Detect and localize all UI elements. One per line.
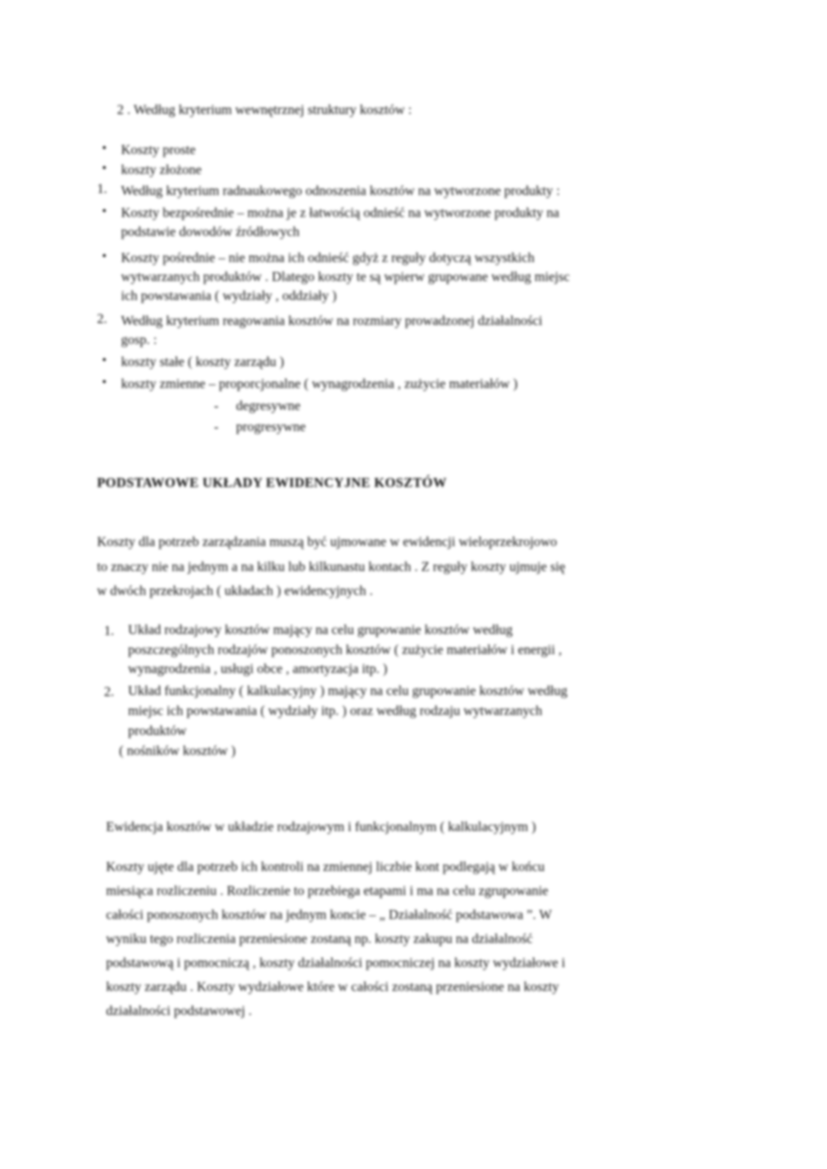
paragraph-line: Koszty dla potrzeb zarządzania muszą być ujmowane w ewidencji wieloprzekrojowo (97, 534, 557, 549)
list-marker: • (102, 248, 107, 263)
list-marker: • (102, 352, 107, 367)
list-marker: • (102, 374, 107, 389)
list-item-cont: gosp. : (121, 332, 158, 347)
sub-item: degresywne (236, 398, 301, 413)
list-item: Według kryterium radnaukowego odnoszenia kosztów na wytworzone produkty : (121, 183, 561, 198)
list-marker: • (102, 140, 107, 155)
list-marker: 1. (97, 181, 108, 196)
list-item: Układ funkcjonalny ( kalkulacyjny ) mający na celu grupowanie kosztów według (128, 683, 568, 698)
paragraph-line: podstawową i pomocniczą , koszty działalności pomocniczej na koszty wydziałowe i (106, 955, 566, 970)
section-title: 2 . Według kryterium wewnętrznej struktury kosztów : (117, 102, 412, 117)
sub-item: progresywne (236, 419, 306, 434)
list-marker: • (102, 160, 107, 175)
section-heading: PODSTAWOWE UKŁADY EWIDENCYJNE KOSZTÓW (97, 475, 447, 490)
list-item: Koszty proste (121, 142, 196, 157)
list-marker: 1. (104, 623, 115, 638)
list-item: koszty złożone (121, 162, 202, 177)
list-item-cont: miejsc ich powstawania ( wydziały itp. ) oraz według rodzaju wytwarzanych (128, 703, 543, 718)
sub-dash: - (214, 419, 219, 434)
list-item: Według kryterium reagowania kosztów na rozmiary prowadzonej działalności (121, 313, 543, 328)
paragraph-line: Koszty ujęte dla potrzeb ich kontroli na zmiennej liczbie kont podlegają w końcu (106, 859, 545, 874)
list-marker: 2. (104, 684, 115, 699)
list-item: koszty zmienne – proporcjonalne ( wynagrodzenia , zużycie materiałów ) (121, 376, 518, 391)
list-item-cont: poszczególnych rodzajów ponoszonych kosztów ( zużycie materiałów i energii , (128, 642, 562, 657)
section-title: Ewidencja kosztów w układzie rodzajowym i funkcjonalnym ( kalkulacyjnym ) (106, 819, 537, 834)
list-item-cont: podstawie dowodów źródłowych (121, 224, 300, 239)
paragraph-line: miesiąca rozliczeniu . Rozliczenie to przebiega etapami i ma na celu zgrupowanie (106, 883, 549, 898)
sub-dash: - (214, 398, 219, 413)
list-tail: ( nośników kosztów ) (119, 743, 236, 758)
list-item: Koszty pośrednie – nie można ich odnieść gdyż z reguły dotyczą wszystkich (121, 250, 535, 265)
paragraph-line: w dwóch przekrojach ( układach ) ewidencyjnych . (97, 583, 373, 598)
list-item-cont: wytwarzanych produktów . Dlatego koszty te są wpierw grupowane według miejsc (121, 269, 570, 284)
paragraph-line: całości ponoszonych kosztów na jednym koncie – „ Działalność podstawowa ”. W (106, 907, 552, 922)
list-marker: 2. (97, 311, 108, 326)
list-item: koszty stałe ( koszty zarządu ) (121, 354, 285, 369)
list-item: Układ rodzajowy kosztów mający na celu grupowanie kosztów według (128, 622, 513, 637)
paragraph-line: to znaczy nie na jednym a na kilku lub kilkunastu kontach . Z reguły koszty ujmuje się (97, 559, 566, 574)
list-item-cont: produktów (128, 723, 187, 738)
list-marker: • (102, 203, 107, 218)
list-item-cont: wynagrodzenia , usługi obce , amortyzacja itp. ) (128, 661, 388, 676)
paragraph-line: wyniku tego rozliczenia przeniesione zostaną np. koszty zakupu na działalność (106, 931, 533, 946)
paragraph-line: koszty zarządu . Koszty wydziałowe które w całości zostaną przeniesione na koszty (106, 979, 559, 994)
list-item: Koszty bezpośrednie – można je z łatwością odnieść na wytworzone produkty na (121, 205, 560, 220)
list-item-cont: ich powstawania ( wydziały , oddziały ) (121, 288, 337, 303)
paragraph-line: działalności podstawowej . (106, 1003, 252, 1018)
